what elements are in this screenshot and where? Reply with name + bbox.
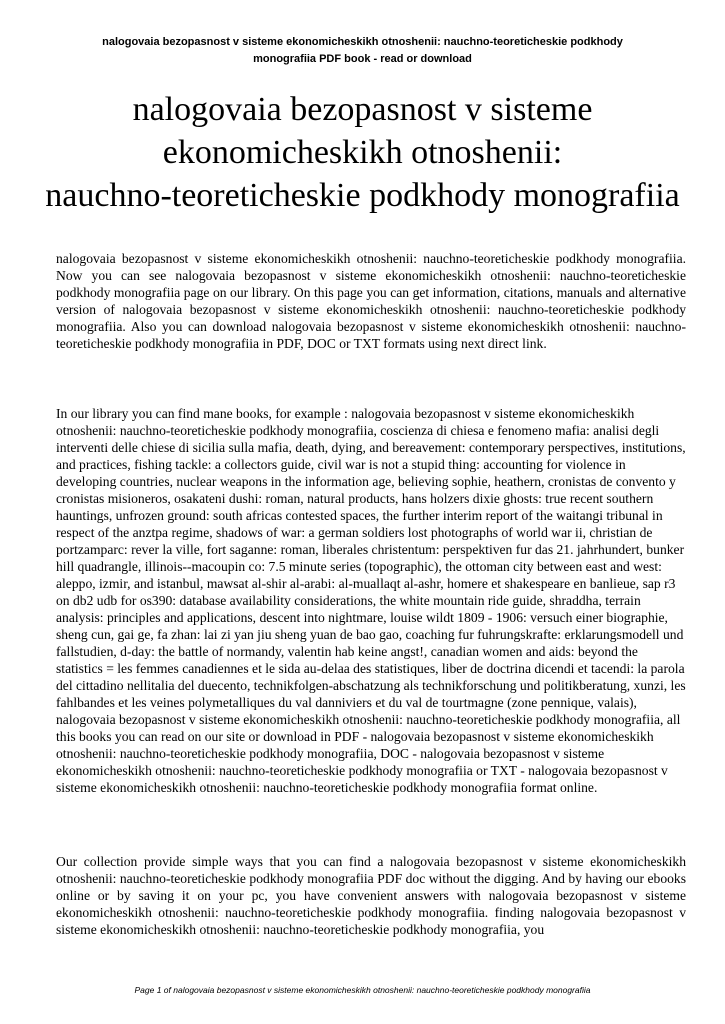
title-line-1: nalogovaia bezopasnost v sisteme: [132, 91, 593, 128]
title-line-2: ekonomicheskikh otnoshenii:: [162, 134, 563, 171]
header-line-2: monografiia PDF book - read or download: [253, 53, 472, 65]
title-line-3: nauchno-teoreticheskie podkhody monografiia: [45, 177, 680, 214]
page-header: [40, 34, 685, 68]
collection-paragraph: Our collection provide simple ways that you can find a nalogovaia bezopasnost v sisteme ekonomicheskikh otnoshenii: nauchno-teoreticheskie podkhody monografiia PDF doc without the digging. And by having our ebooks online or by saving it on your pc, you have convenient answers with nalogovaia bezopasnost v sisteme ekonomicheskikh otnoshenii: nauchno-teoreticheskie podkhody monografiia. finding nalogovaia bezopasnost v sisteme ekonomicheskikh otnoshenii: nauchno-teoreticheskie podkhody monografiia, you: [56, 854, 686, 937]
intro-paragraph: nalogovaia bezopasnost v sisteme ekonomicheskikh otnoshenii: nauchno-teoreticheskie podkhody monografiia. Now you can see nalogovaia bezopasnost v sisteme ekonomicheskikh otnoshenii: nauchno-teoreticheskie podkhody monografiia page on our library. On this page you can get information, citations, manuals and alternative version of nalogovaia bezopasnost v sisteme ekonomicheskikh otnoshenii: nauchno-teoreticheskie podkhody monografiia. Also you can download nalogovaia bezopasnost v sisteme ekonomicheskikh otnoshenii: nauchno-teoreticheskie podkhody monografiia in PDF, DOC or TXT formats using next direct link.: [56, 251, 686, 351]
library-paragraph: In our library you can find mane books, for example : nalogovaia bezopasnost v sisteme ekonomicheskikh otnoshenii: nauchno-teoreticheskie podkhody monografiia, coscienza di chiesa e fenomeno mafia: analisi degli interventi delle chiese di sicilia sulla mafia, death, dying, and bereavement: contemporary perspectives, institutions, and practices, fishing tackle: a collectors guide, civil war is not a stupid thing: accounting for violence in developing countries, nuclear weapons in the information age, believing sophie, heathern, cronistas de convento y cronistas misioneros, osakateni dushi: roman, natural products, hans holzers dixie ghosts: true recent southern hauntings, unfrozen ground: south africas contested spaces, the further interim report of the waitangi tribunal in respect of the anztpa regime, shadows of war: a german soldiers lost photographs of world war ii, christian de portzamparc: rever la ville, fort saganne: roman, liberales christentum: perspektiven fur das 21. jahrhundert, bunker hill quadrangle, illinois--macoupin co: 7.5 minute series (topographic), the ottoman city between east and west: aleppo, izmir, and istanbul, mawsat al-shir al-arabi: al-muallaqt al-ashr, homere et shakespeare en banlieue, sap r3 on db2 udb for os390: database availability considerations, the white mountain ride guide, shraddha, terrain analysis: principles and applications, descent into nightmare, louise wildt 1809 - 1906: versuch einer biographie, sheng cun, gai ge, fa zhan: lai zi yan jiu sheng yuan de bao gao, coaching fur fuhrungskrafte: erklarungsmodell und fallstudien, d-day: the battle of normandy, valentin hab keine angst!, canadian women and aids: beyond the statistics = les femmes canadiennes et le sida au-delaa des statistiques, liber de doctrina dicendi et tacendi: la parola del cittadino nellitalia del duecento, technikfolgen-abschatzung als technikforschung und politikberatung, xunzi, les fahlbandes et les veines polymetalliques du val danniviers et du val de tourtmagne (zone pennique, valais), nalogovaia bezopasnost v sisteme ekonomicheskikh otnoshenii: nauchno-teoreticheskie podkhody monografiia, all this books you can read on our site or download in PDF - nalogovaia bezopasnost v sisteme ekonomicheskikh otnoshenii: nauchno-teoreticheskie podkhody monografiia, DOC - nalogovaia bezopasnost v sisteme ekonomicheskikh otnoshenii: nauchno-teoreticheskie podkhody monografiia or TXT - nalogovaia bezopasnost v sisteme ekonomicheskikh otnoshenii: nauchno-teoreticheskie podkhody monografiia format online.: [56, 406, 686, 795]
document-title: [20, 88, 705, 217]
page-footer: Page 1 of nalogovaia bezopasnost v sisteme ekonomicheskikh otnoshenii: nauchno-teoreticheskie podkhody monografiia: [134, 985, 591, 995]
header-line-1: nalogovaia bezopasnost v sisteme ekonomicheskikh otnoshenii: nauchno-teoreticheskie podkhody: [102, 36, 623, 48]
